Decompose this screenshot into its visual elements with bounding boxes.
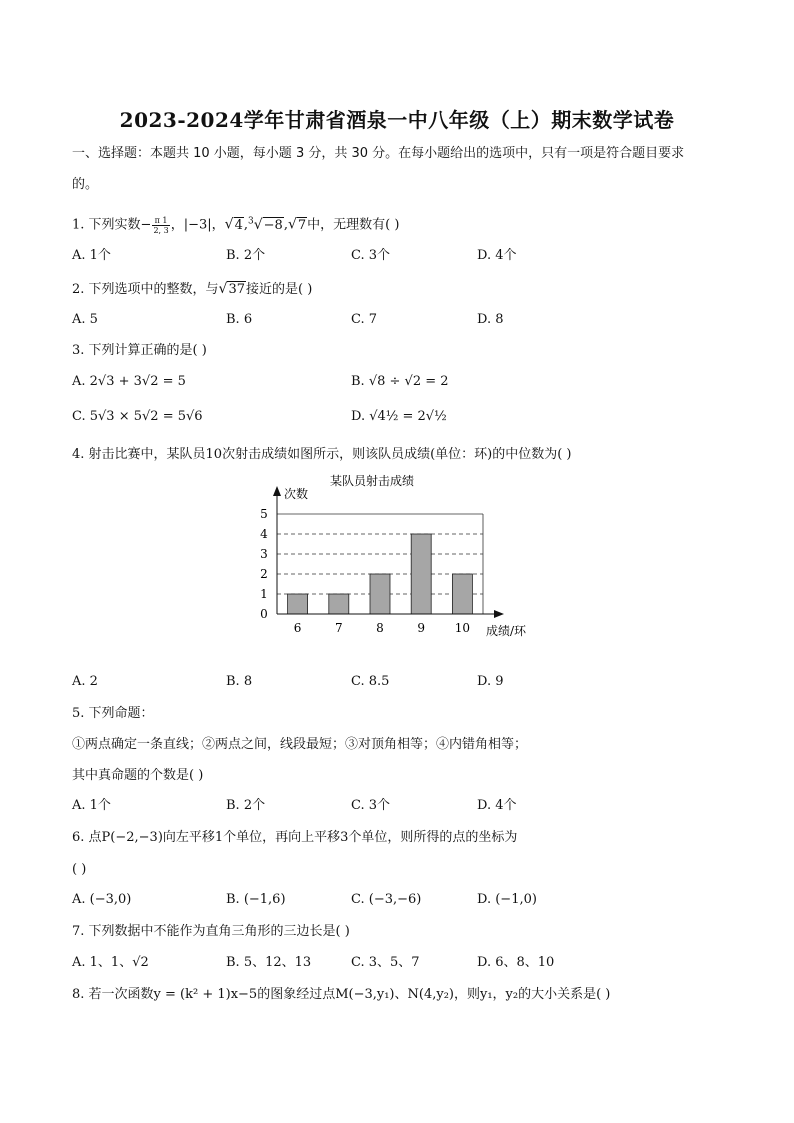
q1-prefix: 1. 下列实数− xyxy=(72,217,152,233)
q3-option-d[interactable]: D. √4½ = 2√½ xyxy=(351,409,447,424)
x-axis-label: 成绩/环 xyxy=(486,624,527,638)
bar xyxy=(329,594,349,614)
q1-frac-den: 2, 3 xyxy=(153,225,169,235)
question-5-ask: 其中真命题的个数是( ) xyxy=(72,768,204,783)
q7-option-c[interactable]: C. 3、5、7 xyxy=(351,955,420,970)
q6-option-d[interactable]: D. (−1,0) xyxy=(477,892,537,907)
radical-icon: $^3$√ xyxy=(247,216,263,233)
q6-option-a[interactable]: A. (−3,0) xyxy=(72,892,132,907)
x-tick-label: 7 xyxy=(334,621,343,635)
q4-option-d[interactable]: D. 9 xyxy=(477,674,504,689)
question-3-stem: 3. 下列计算正确的是( ) xyxy=(72,343,207,358)
x-tick-label: 6 xyxy=(293,621,302,635)
q2-prefix: 2. 下列选项中的整数，与 xyxy=(72,282,219,297)
x-tick-label: 10 xyxy=(454,621,471,635)
q4-option-c[interactable]: C. 8.5 xyxy=(351,674,390,689)
question-2-stem xyxy=(72,280,312,299)
q4-option-a[interactable]: A. 2 xyxy=(72,674,98,689)
q1-fraction xyxy=(152,216,169,235)
question-8-stem: 8. 若一次函数y = (k² + 1)x−5的图象经过点M(−3,y₁)、N(4,y₂)，则y₁，y₂的大小关系是( ) xyxy=(72,987,611,1002)
bar xyxy=(452,574,472,614)
question-6-stem: 6. 点P(−2,−3)向左平移1个单位，再向上平移3个单位，则所得的点的坐标为 xyxy=(72,830,518,845)
y-tick-label: 0 xyxy=(260,607,268,621)
q2-option-b[interactable]: B. 6 xyxy=(226,312,253,327)
q5-option-d[interactable]: D. 4个 xyxy=(477,798,517,813)
q4-option-b[interactable]: B. 8 xyxy=(226,674,253,689)
tick-labels xyxy=(260,507,470,635)
y-tick-label: 5 xyxy=(260,507,268,521)
section-heading-cont: 的。 xyxy=(72,177,99,192)
q1-root-7: 7 xyxy=(297,217,307,233)
radical-icon: √ xyxy=(218,281,228,297)
q5-option-a[interactable]: A. 1个 xyxy=(72,798,111,813)
bar-chart xyxy=(240,466,550,646)
q1-option-a[interactable]: A. 1个 xyxy=(72,248,111,263)
x-tick-label: 9 xyxy=(417,621,426,635)
bar xyxy=(411,534,431,614)
q7-option-b[interactable]: B. 5、12、13 xyxy=(226,955,312,970)
bar xyxy=(370,574,390,614)
q6-option-c[interactable]: C. (−3,−6) xyxy=(351,892,422,907)
q3-option-c[interactable]: C. 5√3 × 5√2 = 5√6 xyxy=(72,409,203,424)
y-axis-label: 次数 xyxy=(284,487,309,501)
y-tick-label: 4 xyxy=(260,527,268,541)
question-5-statements: ①两点确定一条直线；②两点之间，线段最短；③对顶角相等；④内错角相等； xyxy=(72,737,528,752)
q5-option-c[interactable]: C. 3个 xyxy=(351,798,391,813)
q2-option-a[interactable]: A. 5 xyxy=(72,312,98,327)
q1-option-d[interactable]: D. 4个 xyxy=(477,248,517,263)
q1-frac-num: π 1 xyxy=(152,216,169,226)
question-6-blank: ( ) xyxy=(72,862,87,877)
q1-option-c[interactable]: C. 3个 xyxy=(351,248,391,263)
q7-option-d[interactable]: D. 6、8、10 xyxy=(477,955,555,970)
page-title: 2023-2024学年甘肃省酒泉一中八年级（上）期末数学试卷 xyxy=(119,108,675,132)
question-4-stem: 4. 射击比赛中，某队员10次射击成绩如图所示，则该队员成绩(单位：环)的中位数为( ) xyxy=(72,447,572,462)
y-tick-label: 1 xyxy=(260,587,268,601)
question-7-stem: 7. 下列数据中不能作为直角三角形的三边长是( ) xyxy=(72,924,350,939)
q1-tail: 中，无理数有( ) xyxy=(307,217,400,233)
bar xyxy=(288,594,308,614)
q1-root-4: 4 xyxy=(234,217,243,233)
y-axis-arrow-icon xyxy=(273,486,281,496)
q2-option-c[interactable]: C. 7 xyxy=(351,312,378,327)
q1-option-b[interactable]: B. 2个 xyxy=(226,248,266,263)
q1-root-neg8: −8 xyxy=(263,217,283,233)
x-axis-arrow-icon xyxy=(494,610,504,618)
q5-option-b[interactable]: B. 2个 xyxy=(226,798,266,813)
q3-option-b[interactable]: B. √8 ÷ √2 = 2 xyxy=(351,374,449,389)
y-tick-label: 2 xyxy=(260,567,268,581)
q2-option-d[interactable]: D. 8 xyxy=(477,312,504,327)
radical-icon: √ xyxy=(287,216,297,233)
q6-option-b[interactable]: B. (−1,6) xyxy=(226,892,286,907)
radical-icon: √ xyxy=(224,216,234,233)
q7-option-a[interactable]: A. 1、1、√2 xyxy=(72,955,149,970)
q2-radicand: 37 xyxy=(228,282,246,297)
question-5-stem: 5. 下列命题： xyxy=(72,706,154,721)
y-tick-label: 3 xyxy=(260,547,268,561)
x-tick-label: 8 xyxy=(376,621,384,635)
chart-title: 某队员射击成绩 xyxy=(329,474,415,488)
q3-option-a[interactable]: A. 2√3 + 3√2 = 5 xyxy=(72,374,186,389)
question-1-stem: 1. 下列实数− $\frac{\pi 1}{2, 3}$ ，|−3|，√4,$^3$√−8,√7中，无理数有( ) xyxy=(72,215,400,235)
q2-tail: 接近的是( ) xyxy=(246,282,313,297)
section-heading: 一、选择题：本题共 10 小题，每小题 3 分，共 30 分。在每小题给出的选项中，只有一项是符合题目要求 xyxy=(72,146,685,161)
q1-mid: ，|−3|， xyxy=(170,217,225,233)
